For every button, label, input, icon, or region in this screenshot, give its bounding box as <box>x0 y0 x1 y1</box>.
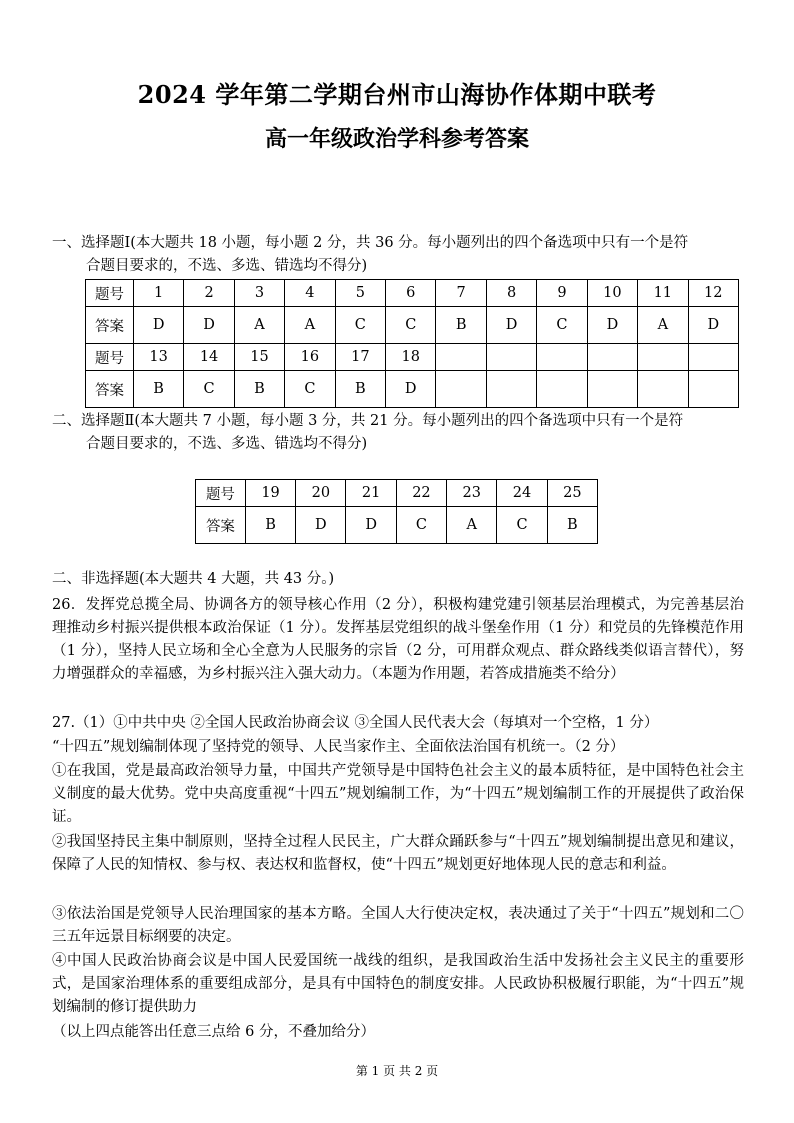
table-cell: B <box>234 371 284 408</box>
table-cell <box>688 344 738 371</box>
table-cell <box>537 371 587 408</box>
table-row <box>86 307 739 344</box>
table-cell <box>638 371 688 408</box>
section1-heading <box>52 232 752 278</box>
table-row <box>196 507 598 544</box>
section2-line2: 合题目要求的，不选、多选、错选均不得分) <box>86 436 368 452</box>
table-cell: 8 <box>486 280 536 307</box>
row-header-cell: 答案 <box>196 507 246 544</box>
table-cell: 15 <box>234 344 284 371</box>
point-1: ①在我国，党是最高政治领导力量，中国共产党领导是中国特色社会主义的最本质特征，是中国特色社会主义制度的最大优势。党中央高度重视“十四五”规划编制工作，为“十四五”规划编制工作的开展提供了政治保证。 <box>52 763 744 825</box>
table-cell <box>537 344 587 371</box>
table-cell <box>436 371 486 408</box>
row-header-cell: 题号 <box>86 344 134 371</box>
table-row <box>196 480 598 507</box>
table-cell: 14 <box>184 344 234 371</box>
table-cell: D <box>296 507 346 544</box>
page-subtitle: 高一年级政治学科参考答案 <box>264 126 529 152</box>
table-cell: 11 <box>638 280 688 307</box>
table-cell <box>486 344 536 371</box>
table-cell: B <box>335 371 385 408</box>
table-cell: 16 <box>285 344 335 371</box>
table-cell: 13 <box>133 344 183 371</box>
table-cell: 5 <box>335 280 385 307</box>
table-row <box>86 371 739 408</box>
table-cell: 6 <box>386 280 436 307</box>
point-2: ②我国坚持民主集中制原则，坚持全过程人民民主，广大群众踊跃参与“十四五”规划编制提出意见和建议，保障了人民的知情权、参与权、表达权和监督权，使“十四五”规划更好地体现人民的意志和利益。 <box>52 834 744 873</box>
table-cell: 22 <box>396 480 446 507</box>
table-cell: B <box>547 507 597 544</box>
table-cell: 24 <box>497 480 547 507</box>
section1-line1: 一、选择题Ⅰ(本大题共 18 小题，每小题 2 分，共 36 分。每小题列出的四个备选项中只有一个是符 <box>52 235 689 251</box>
table-cell: 19 <box>245 480 295 507</box>
table-cell: B <box>245 507 295 544</box>
table-cell <box>587 371 637 408</box>
question-27-summary: “十四五”规划编制体现了坚持党的领导、人民当家作主、全面依法治国有机统一。（2 分） <box>52 739 625 755</box>
table-cell: B <box>436 307 486 344</box>
table-cell: C <box>497 507 547 544</box>
table-row <box>86 280 739 307</box>
table-cell: D <box>133 307 183 344</box>
table-cell: 7 <box>436 280 486 307</box>
section2-line1: 二、选择题Ⅱ(本大题共 7 小题，每小题 3 分，共 21 分。每小题列出的四个备选项中只有一个是符 <box>52 413 684 429</box>
table-cell: 23 <box>447 480 497 507</box>
question-26-answer: 26．发挥党总揽全局、协调各方的领导核心作用（2 分），积极构建党建引领基层治理模式，为完善基层治理推动乡村振兴提供根本政治保证（1 分）。发挥基层党组织的战斗堡垒作用（1 分）和党员的先锋模范作用（1 分），坚持人民立场和全心全意为人民服务的宗旨（2 分，可用群众观点、群众路线类似语言替代），努力增强群众的幸福感，为乡村振兴注入强大动力。（本题为作用题，若答成措施类不给分） <box>52 597 744 682</box>
table-cell: C <box>184 371 234 408</box>
question-27-part1: 27.（1）①中共中央 ②全国人民政治协商会议 ③全国人民代表大会（每填对一个空格，1 分） <box>52 715 659 731</box>
point-3: ③依法治国是党领导人民治理国家的基本方略。全国人大行使决定权，表决通过了关于“十四五”规划和二〇三五年远景目标纲要的决定。 <box>52 906 744 945</box>
table-cell: 1 <box>133 280 183 307</box>
table-cell <box>436 344 486 371</box>
table-cell: 3 <box>234 280 284 307</box>
table-cell: B <box>133 371 183 408</box>
answer-table-1 <box>85 279 739 408</box>
table-cell <box>587 344 637 371</box>
table-cell: C <box>396 507 446 544</box>
table-cell: D <box>346 507 396 544</box>
table-cell: D <box>184 307 234 344</box>
table-cell: 12 <box>688 280 738 307</box>
answer-table-2 <box>195 479 598 544</box>
row-header-cell: 答案 <box>86 307 134 344</box>
table-cell: 2 <box>184 280 234 307</box>
table-cell: 17 <box>335 344 385 371</box>
table-row <box>86 344 739 371</box>
table-cell: 10 <box>587 280 637 307</box>
section1-line2: 合题目要求的，不选、多选、错选均不得分) <box>86 258 368 274</box>
table-cell <box>688 371 738 408</box>
table-cell: C <box>386 307 436 344</box>
table-cell: D <box>486 307 536 344</box>
page-title: 2024 学年第二学期台州市山海协作体期中联考 <box>137 80 657 109</box>
table-cell: C <box>335 307 385 344</box>
table-cell: 4 <box>285 280 335 307</box>
table-cell <box>638 344 688 371</box>
table-cell: D <box>688 307 738 344</box>
row-header-cell: 题号 <box>86 280 134 307</box>
section3-heading: 二、非选择题(本大题共 4 大题，共 43 分。) <box>52 571 335 587</box>
table-cell: A <box>285 307 335 344</box>
table-cell: A <box>638 307 688 344</box>
table-cell: C <box>285 371 335 408</box>
table-cell <box>486 371 536 408</box>
row-header-cell: 答案 <box>86 371 134 408</box>
table-cell: 21 <box>346 480 396 507</box>
table-cell: A <box>447 507 497 544</box>
table-cell: D <box>386 371 436 408</box>
table-cell: 9 <box>537 280 587 307</box>
table-cell: 20 <box>296 480 346 507</box>
point-4: ④中国人民政治协商会议是中国人民爱国统一战线的组织，是我国政治生活中发扬社会主义民主的重要形式，是国家治理体系的重要组成部分，是具有中国特色的制度安排。人民政协积极履行职能，为“十四五”规划编制的修订提供助力 <box>52 953 744 1015</box>
row-header-cell: 题号 <box>196 480 246 507</box>
scoring-note: （以上四点能答出任意三点给 6 分，不叠加给分） <box>52 1024 375 1040</box>
page-number: 第 1 页 共 2 页 <box>355 1064 439 1078</box>
table-cell: 18 <box>386 344 436 371</box>
table-cell: 25 <box>547 480 597 507</box>
table-cell: A <box>234 307 284 344</box>
table-cell: C <box>537 307 587 344</box>
section2-heading <box>52 410 752 456</box>
table-cell: D <box>587 307 637 344</box>
